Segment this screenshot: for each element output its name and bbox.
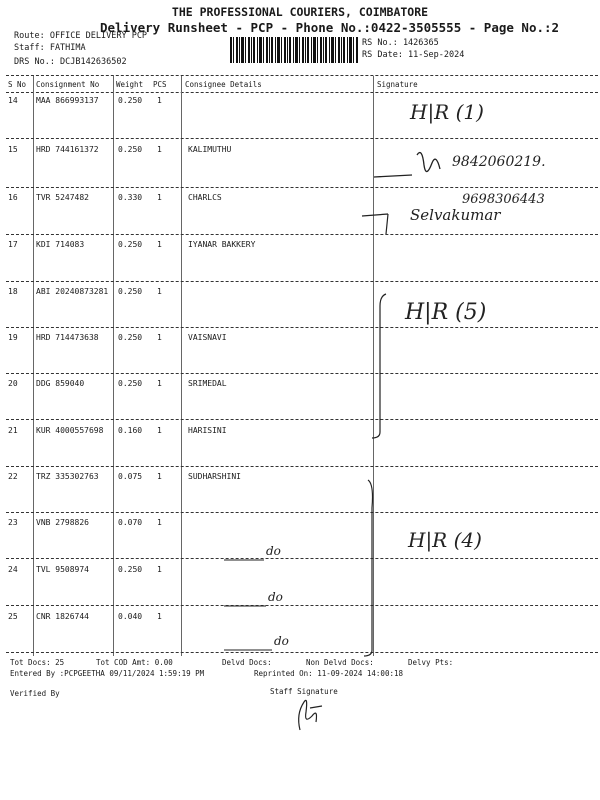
row-rule: [6, 373, 598, 374]
staff-label: Staff: FATHIMA: [14, 43, 86, 53]
drs-number: DRS No.: DCJB142636502: [14, 57, 127, 67]
row-weight: 0.160: [118, 426, 143, 435]
row-pcs: 1: [157, 379, 162, 388]
row-rule: [6, 466, 598, 467]
row-sno: 18: [8, 287, 18, 296]
row-sno: 17: [8, 240, 18, 249]
row-pcs: 1: [157, 565, 162, 574]
handwritten-phone-16: 9698306443: [462, 192, 545, 207]
row-consignee: SUDHARSHINI: [188, 472, 241, 481]
table-row: [0, 333, 600, 377]
row-weight: 0.250: [118, 333, 143, 342]
non-delivered-docs: Non Delvd Docs:: [306, 658, 374, 667]
row-rule: [6, 187, 598, 188]
route-label: Route: OFFICE DELIVERY PCP: [14, 31, 148, 41]
row-weight: 0.250: [118, 565, 143, 574]
col-header-consignee: Consignee Details: [185, 80, 262, 89]
row-rule: [6, 512, 598, 513]
verified-by-label: Verified By: [10, 689, 60, 698]
handwritten-ditto-25-line: [222, 638, 302, 654]
row-rule: [6, 327, 598, 328]
row-pcs: 1: [157, 193, 162, 202]
row-sno: 15: [8, 145, 18, 154]
handwritten-phone-15: 9842060219.: [452, 154, 546, 170]
handwritten-signature-15: [372, 145, 452, 185]
row-rule: [6, 138, 598, 139]
row-consignment: HRD 714473638: [36, 333, 99, 342]
col-header-weight: Weight: [116, 80, 144, 89]
row-weight: 0.250: [118, 287, 143, 296]
row-consignment: TRZ 335302763: [36, 472, 99, 481]
row-weight: 0.250: [118, 96, 143, 105]
row-weight: 0.330: [118, 193, 143, 202]
row-weight: 0.250: [118, 240, 143, 249]
row-rule: [6, 652, 598, 653]
col-header-signature: Signature: [377, 80, 418, 89]
handwritten-bracket-5: [370, 292, 390, 442]
row-weight: 0.250: [118, 145, 143, 154]
row-consignment: CNR 1826744: [36, 612, 89, 621]
row-consignment: KDI 714083: [36, 240, 85, 249]
row-sno: 20: [8, 379, 18, 388]
col-header-pcs: PCS: [153, 80, 167, 89]
header-top-rule: [6, 75, 598, 76]
row-sno: 24: [8, 565, 18, 574]
row-rule: [6, 558, 598, 559]
table-row: [0, 287, 600, 331]
row-pcs: 1: [157, 287, 162, 296]
row-consignee: HARISINI: [188, 426, 227, 435]
row-weight: 0.040: [118, 612, 143, 621]
row-consignee: IYANAR BAKKERY: [188, 240, 256, 249]
staff-signature-mark: [290, 694, 330, 734]
row-consignee: VAISNAVI: [188, 333, 227, 342]
handwritten-ditto-25: do: [274, 634, 289, 648]
row-weight: 0.250: [118, 379, 143, 388]
row-consignment: TVR 5247482: [36, 193, 89, 202]
staff-signature-label: Staff Signature: [270, 687, 338, 696]
handwritten-hr-4: H|R (4): [408, 528, 482, 552]
row-pcs: 1: [157, 240, 162, 249]
delivery-points: Delvy Pts:: [408, 658, 454, 667]
table-row: [0, 240, 600, 284]
handwritten-hr-1: H|R (1): [410, 100, 484, 124]
row-pcs: 1: [157, 518, 162, 527]
row-consignee: KALIMUTHU: [188, 145, 232, 154]
total-cod-amount: Tot COD Amt: 0.00: [96, 658, 173, 667]
row-rule: [6, 234, 598, 235]
row-rule: [6, 281, 598, 282]
row-consignee: CHARLCS: [188, 193, 222, 202]
row-sno: 14: [8, 96, 18, 105]
barcode-image: [230, 37, 358, 63]
row-pcs: 1: [157, 472, 162, 481]
handwritten-ditto-24: do: [268, 590, 283, 604]
row-consignment: HRD 744161372: [36, 145, 99, 154]
reprinted-on: Reprinted On: 11-09-2024 14:00:18: [254, 669, 404, 678]
table-row: [0, 96, 600, 142]
total-docs: Tot Docs: 25: [10, 658, 65, 667]
row-consignment: MAA 866993137: [36, 96, 99, 105]
row-sno: 19: [8, 333, 18, 342]
handwritten-bracket-4: [360, 478, 380, 658]
row-consignment: TVL 9508974: [36, 565, 89, 574]
row-consignment: DDG 859040: [36, 379, 85, 388]
col-header-consignment: Consignment No: [36, 80, 100, 89]
row-consignee: SRIMEDAL: [188, 379, 227, 388]
handwritten-name-16: Selvakumar: [410, 206, 501, 224]
row-pcs: 1: [157, 96, 162, 105]
row-pcs: 1: [157, 333, 162, 342]
table-row: [0, 379, 600, 423]
rs-number: RS No.: 1426365: [362, 38, 439, 48]
row-weight: 0.070: [118, 518, 143, 527]
row-rule: [6, 419, 598, 420]
row-rule: [6, 605, 598, 606]
row-sno: 16: [8, 193, 18, 202]
row-sno: 21: [8, 426, 18, 435]
row-pcs: 1: [157, 145, 162, 154]
rs-date: RS Date: 11-Sep-2024: [362, 50, 465, 60]
table-row: [0, 472, 600, 516]
handwritten-ditto-23-line: [222, 548, 302, 564]
entered-by: Entered By :PCPGEETHA 09/11/2024 1:59:19 PM: [10, 669, 205, 678]
row-pcs: 1: [157, 426, 162, 435]
handwritten-ditto-24-line: [222, 594, 302, 610]
handwritten-ditto-23: do: [266, 544, 281, 558]
row-consignment: ABI 20240873281: [36, 287, 109, 296]
row-weight: 0.075: [118, 472, 143, 481]
table-row: [0, 426, 600, 470]
col-header-sno: S No: [8, 80, 27, 89]
row-pcs: 1: [157, 612, 162, 621]
company-title: THE PROFESSIONAL COURIERS, COIMBATORE: [171, 5, 429, 19]
row-consignment: VNB 2798826: [36, 518, 89, 527]
row-sno: 23: [8, 518, 18, 527]
row-sno: 22: [8, 472, 18, 481]
row-sno: 25: [8, 612, 18, 621]
runsheet-title: Delivery Runsheet - PCP - Phone No.:0422-3505555 - Page No.:2: [100, 20, 560, 35]
delivered-docs: Delvd Docs:: [222, 658, 272, 667]
row-consignment: KUR 4000557698: [36, 426, 104, 435]
handwritten-hr-5: H|R (5): [405, 300, 487, 325]
header-bottom-rule: [6, 92, 598, 93]
